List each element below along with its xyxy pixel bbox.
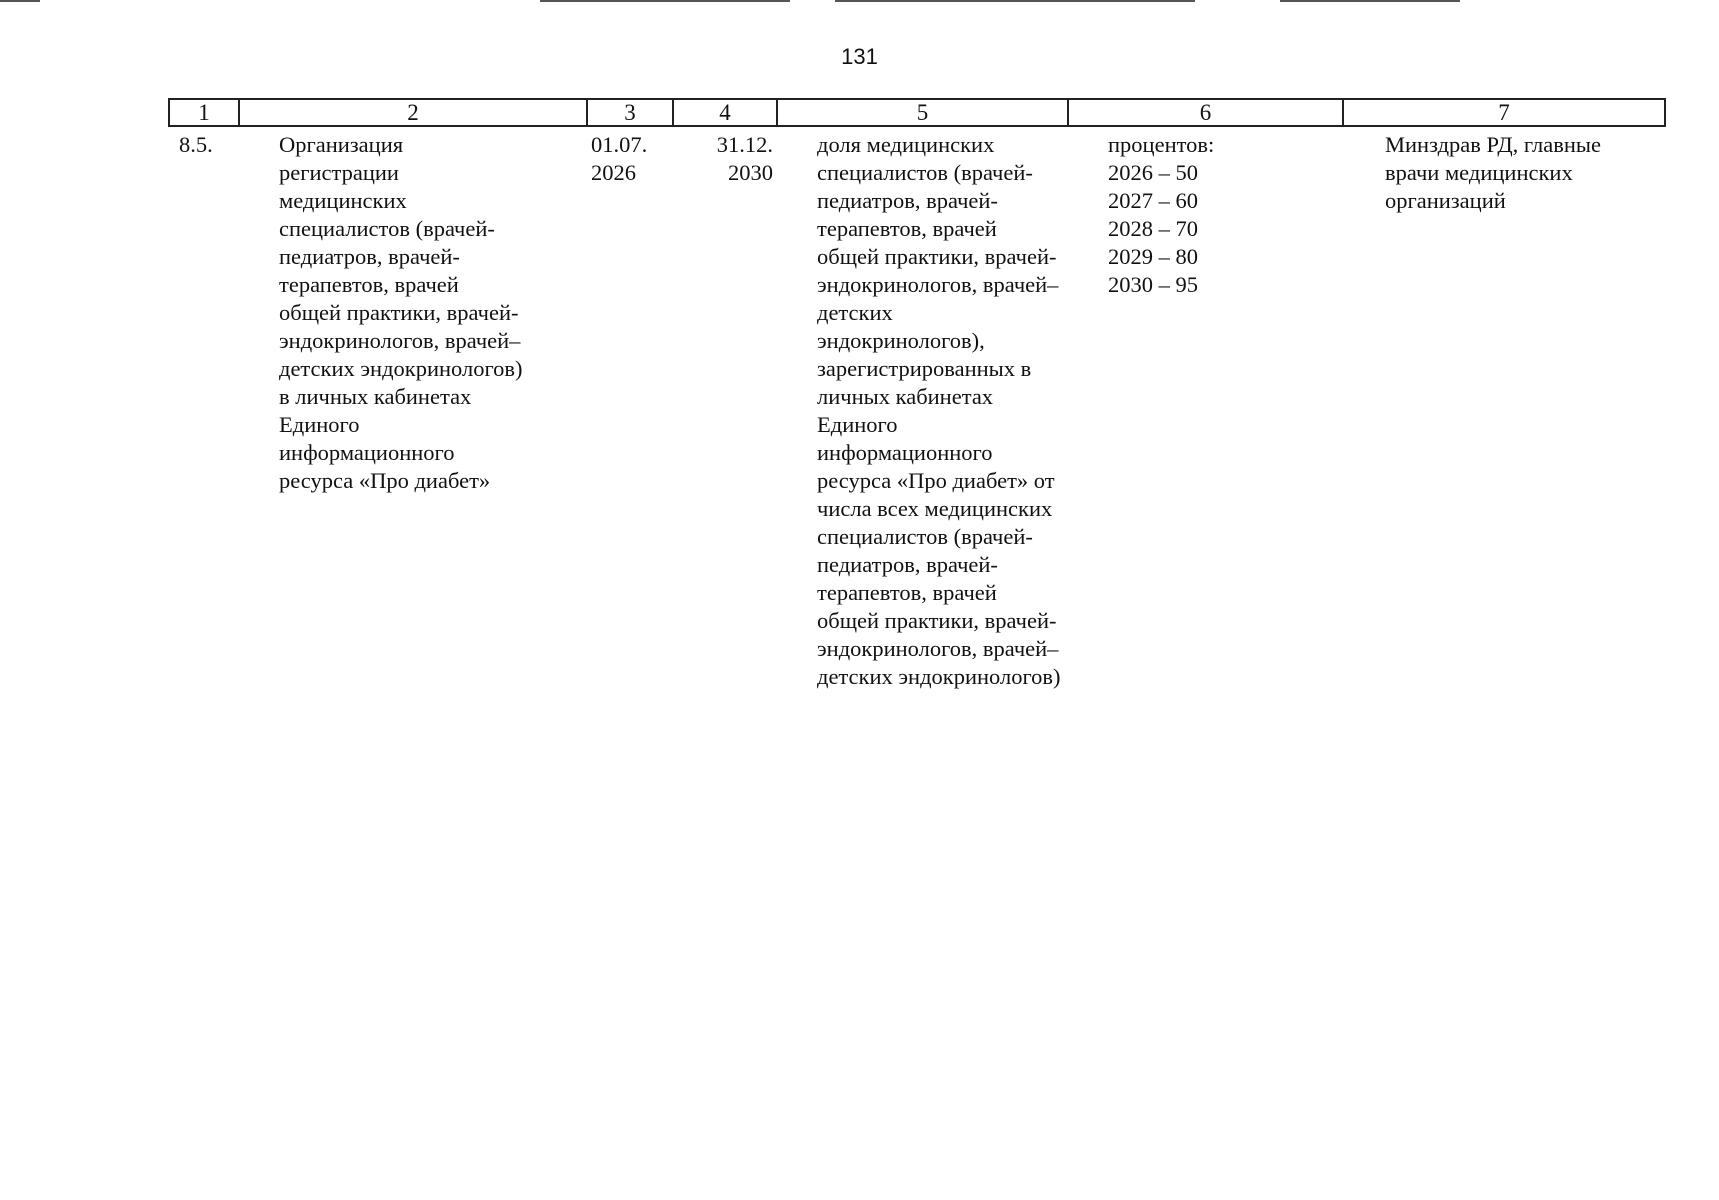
text-line: детских эндокринологов) [817, 664, 1061, 689]
text-line: в личных кабинетах [279, 384, 472, 409]
text-line: 01.07. [591, 132, 648, 157]
text-line: общей практики, врачей- [817, 608, 1057, 633]
column-header-2: 2 [239, 99, 587, 126]
text-line: 2028 – 70 [1108, 216, 1198, 241]
text-line: специалистов (врачей- [817, 524, 1033, 549]
table-row [169, 126, 1665, 691]
end-date-cell [673, 126, 777, 691]
text-line: Минздрав РД, главные [1385, 132, 1601, 157]
text-line: эндокринологов, врачей– [279, 328, 521, 353]
responsible-cell [1343, 126, 1665, 691]
text-line: педиатров, врачей- [817, 188, 998, 213]
text-line: организаций [1385, 188, 1506, 213]
text-line: Единого [817, 412, 898, 437]
text-line: зарегистрированных в [817, 356, 1032, 381]
text-line: эндокринологов), [817, 328, 985, 353]
text-line: специалистов (врачей- [279, 216, 495, 241]
text-line: информационного [279, 440, 455, 465]
text-line: детских [817, 300, 893, 325]
text-line: врачи медицинских [1385, 160, 1573, 185]
text-line: общей практики, врачей- [817, 244, 1057, 269]
text-line: 2030 [728, 160, 773, 185]
column-header-3: 3 [587, 99, 673, 126]
text-line: ресурса «Про диабет» от [817, 468, 1055, 493]
target-values-cell [1068, 126, 1343, 691]
text-line: общей практики, врачей- [279, 300, 519, 325]
text-line: 2026 – 50 [1108, 160, 1198, 185]
start-date-cell [587, 126, 673, 691]
text-line: Единого [279, 412, 360, 437]
text-line: педиатров, врачей- [817, 552, 998, 577]
text-line: 2027 – 60 [1108, 188, 1198, 213]
text-line: педиатров, врачей- [279, 244, 460, 269]
activity-cell [239, 126, 587, 691]
page-number: 131 [841, 44, 878, 69]
text-line: медицинских [279, 188, 407, 213]
text-line: личных кабинетах [817, 384, 994, 409]
text-line: терапевтов, врачей [817, 580, 997, 605]
text-line: эндокринологов, врачей– [817, 272, 1059, 297]
text-line: терапевтов, врачей [817, 216, 997, 241]
text-line: 2026 [591, 160, 636, 185]
column-header-5: 5 [777, 99, 1068, 126]
text-line: эндокринологов, врачей– [817, 636, 1059, 661]
column-header-4: 4 [673, 99, 777, 126]
text-line: терапевтов, врачей [279, 272, 459, 297]
column-header-6: 6 [1068, 99, 1343, 126]
text-line: регистрации [279, 160, 399, 185]
indicator-cell [777, 126, 1068, 691]
item-number: 8.5. [179, 132, 213, 157]
text-line: Организация [279, 132, 404, 157]
column-header-7: 7 [1343, 99, 1665, 126]
text-line: доля медицинских [817, 132, 995, 157]
column-header-1: 1 [169, 99, 239, 126]
text-line: 2029 – 80 [1108, 244, 1198, 269]
plan-table [168, 98, 1666, 691]
text-line: 2030 – 95 [1108, 272, 1198, 297]
text-line: ресурса «Про диабет» [279, 468, 491, 493]
text-line: 31.12. [716, 132, 773, 157]
text-line: специалистов (врачей- [817, 160, 1033, 185]
text-line: информационного [817, 440, 993, 465]
text-line: числа всех медицинских [817, 496, 1053, 521]
text-line: детских эндокринологов) [279, 356, 523, 381]
column-number-row [169, 99, 1665, 126]
text-line: процентов: [1108, 132, 1215, 157]
